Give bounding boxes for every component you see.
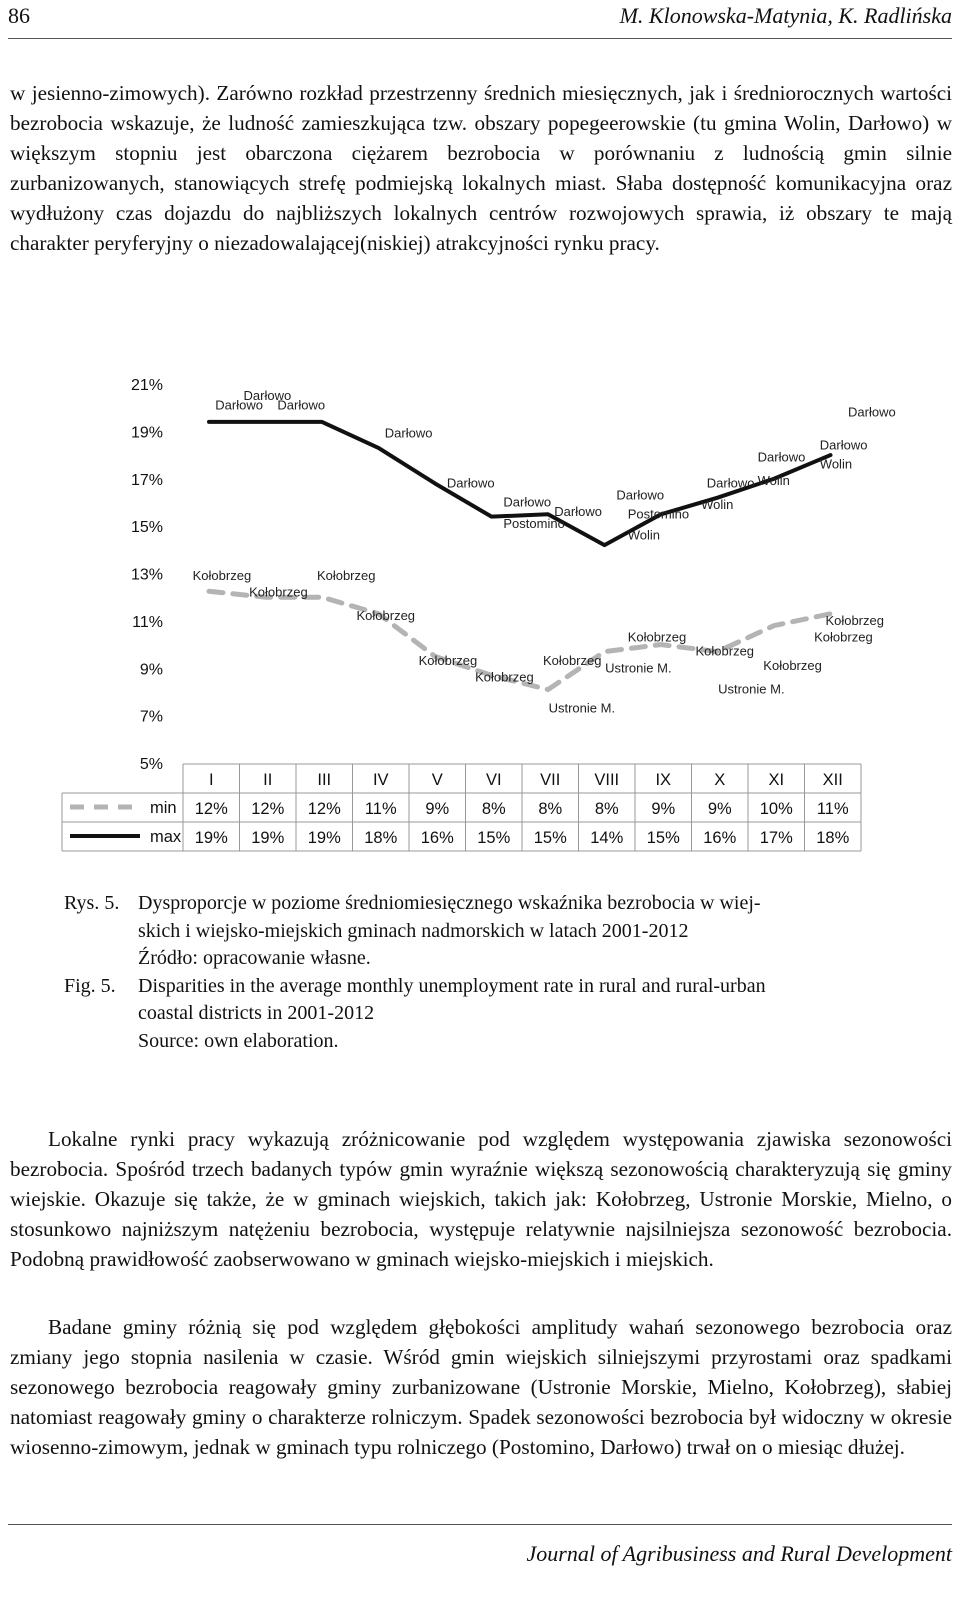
point-label: Kołobrzeg bbox=[825, 612, 884, 628]
point-label: Wolin bbox=[627, 527, 660, 543]
table-cell-min: 12% bbox=[251, 800, 285, 818]
table-cell-max: 15% bbox=[646, 829, 680, 847]
caption-polish bbox=[64, 890, 894, 973]
legend-label-max: max bbox=[150, 828, 182, 846]
y-tick-label: 11% bbox=[132, 613, 163, 631]
x-tick-label: XI bbox=[768, 771, 785, 789]
x-tick-label: V bbox=[431, 771, 443, 789]
body-paragraph-3: Badane gminy różnią się pod względem głębokości amplitudy wahań sezonowego bezrobocia oraz zmiany jego stopnia nasilenia w czasie. Wśród gmin wiejskich silniejszymi przyrostami oraz spadkami sezonowego bezrobocia reagowały gminy zurbanizowane (Ustronie Morskie, Mielno, Kołobrzeg), słabiej natomiast reagowały gminy o charakterze rolniczym. Spadek sezonowości bezrobocia był widoczny w okresie wiosenno-zimowym, jednak w gminach typu rolniczego (Postomino, Darłowo) trwał on o miesiąc dłużej. bbox=[10, 1315, 952, 1459]
figure-caption bbox=[64, 890, 894, 1055]
point-label: Darłowo bbox=[277, 397, 326, 413]
page-number: 86 bbox=[8, 3, 30, 28]
x-tick-label: VIII bbox=[594, 771, 620, 789]
body-paragraph-1: w jesienno-zimowych). Zarówno rozkład przestrzenny średnich miesięcznych, jak i średniorocznych wartości bezrobocia wskazuje, że ludność zamieszkująca tzw. obszary popegeerowskie (tu gmina Wolin, Darłowo) w większym stopniu jest obarczona ciężarem bezrobocia w porównaniu z ludnością gmin silnie zurbanizowanych, stanowiących strefę podmiejską lokalnych miast. Słaba dostępność komunikacyjna oraz wydłużony czas dojazdu do najbliższych lokalnych centrów rozwojowych sprawia, iż obszary te mają charakter peryferyjny o niezadowalającej(niskiej) atrakcyjności rynku pracy. bbox=[10, 81, 952, 255]
table-cell-min: 11% bbox=[816, 800, 849, 818]
caption-english bbox=[64, 973, 894, 1056]
page-footer bbox=[8, 1524, 952, 1566]
point-label: Kołobrzeg bbox=[316, 567, 376, 583]
point-label: Wolin bbox=[819, 456, 853, 472]
caption-en-prefix: Fig. 5. bbox=[64, 974, 116, 997]
running-head-authors: M. Klonowska-Matynia, K. Radlińska bbox=[619, 3, 952, 28]
x-tick-label: III bbox=[317, 771, 332, 789]
caption-pl-source: Źródło: opracowanie własne. bbox=[138, 947, 371, 969]
table-cell-max: 16% bbox=[420, 829, 454, 847]
table-cell-min: 8% bbox=[538, 800, 563, 818]
table-cell-min: 9% bbox=[651, 800, 676, 818]
point-label: Kołobrzeg bbox=[542, 653, 602, 669]
point-label: Kołobrzeg bbox=[249, 584, 308, 600]
point-label: Darłowo bbox=[819, 437, 868, 453]
table-cell-max: 18% bbox=[816, 829, 850, 847]
point-label: Kołobrzeg bbox=[627, 629, 687, 645]
point-label: Darłowo bbox=[446, 475, 495, 491]
body-paragraph-2: Lokalne rynki pracy wykazują zróżnicowanie pod względem występowania zjawiska sezonowości bezrobocia. Spośród trzech badanych typów gmin wyraźnie większą sezonowością charakteryzują się gminy wiejskie. Okazuje się także, że w gminach wiejskich, takich jak: Kołobrzeg, Ustronie Morskie, Mielno, o stosunkowo najniższym natężeniu bezrobocia, występuje relatywnie najsilniejsza sezonowość bezrobocia. Podobną prawidłowość zaobserwowano w gminach wiejsko-miejskich i miejskich. bbox=[10, 1127, 952, 1271]
x-tick-label: VII bbox=[540, 771, 561, 789]
figure-5-chart bbox=[60, 378, 900, 883]
y-tick-label: 15% bbox=[130, 519, 163, 537]
table-cell-min: 12% bbox=[307, 800, 341, 818]
point-label: Ustronie M. bbox=[548, 700, 616, 716]
page-header bbox=[8, 0, 952, 39]
table-cell-max: 18% bbox=[364, 829, 398, 847]
y-tick-label: 17% bbox=[130, 471, 163, 489]
point-label: Darłowo bbox=[503, 494, 552, 510]
caption-pl-prefix: Rys. 5. bbox=[64, 892, 120, 914]
caption-en-line-2: coastal districts in 2001-2012 bbox=[138, 1002, 375, 1024]
y-tick-label: 13% bbox=[130, 566, 163, 584]
x-tick-label: II bbox=[263, 771, 273, 789]
point-label: Postomino bbox=[627, 506, 690, 522]
point-label: Darłowo bbox=[243, 387, 292, 403]
point-label: Kołobrzeg bbox=[695, 643, 755, 659]
point-label: Kołobrzeg bbox=[475, 669, 534, 685]
table-cell-min: 11% bbox=[364, 800, 397, 818]
point-label: Kołobrzeg bbox=[814, 629, 873, 645]
table-cell-max: 19% bbox=[251, 829, 285, 847]
table-cell-max: 16% bbox=[703, 829, 737, 847]
caption-pl-line-1: Dysproporcje w poziome średniomiesięcznego wskaźnika bezrobocia w wiej- bbox=[138, 892, 761, 914]
point-label: Kołobrzeg bbox=[192, 567, 252, 583]
y-tick-label: 7% bbox=[139, 708, 163, 726]
x-tick-label: IX bbox=[655, 771, 672, 789]
table-cell-max: 19% bbox=[194, 829, 228, 847]
line-chart bbox=[60, 378, 900, 883]
y-tick-label: 19% bbox=[130, 424, 163, 442]
caption-en-source: Source: own elaboration. bbox=[138, 1029, 339, 1052]
table-cell-max: 15% bbox=[477, 829, 511, 847]
table-cell-min: 8% bbox=[481, 800, 506, 818]
legend-label-min: min bbox=[150, 799, 177, 817]
table-cell-min: 12% bbox=[194, 800, 228, 818]
table-cell-max: 19% bbox=[307, 829, 341, 847]
x-tick-label: X bbox=[714, 771, 726, 789]
table-cell-min: 9% bbox=[707, 800, 732, 818]
table-cell-max: 15% bbox=[533, 829, 567, 847]
x-tick-label: I bbox=[208, 771, 214, 789]
x-tick-label: IV bbox=[372, 771, 389, 789]
x-tick-label: VI bbox=[485, 771, 502, 789]
point-label: Ustronie M. bbox=[718, 681, 785, 697]
point-label: Darłowo bbox=[706, 475, 755, 491]
table-cell-max: 14% bbox=[590, 829, 624, 847]
point-label: Darłowo bbox=[384, 425, 433, 441]
point-label: Kołobrzeg bbox=[356, 608, 416, 624]
point-label: Darłowo bbox=[215, 397, 263, 413]
point-label: Darłowo bbox=[554, 503, 602, 519]
point-label: Wolin bbox=[757, 473, 790, 489]
point-label: Darłowo bbox=[616, 487, 665, 503]
y-tick-label: 21% bbox=[130, 378, 163, 394]
point-label: Postomino bbox=[503, 515, 565, 531]
table-cell-max: 17% bbox=[759, 829, 793, 847]
table-cell-min: 9% bbox=[425, 800, 450, 818]
caption-en-line-1: Disparities in the average monthly unemployment rate in rural and rural-urban bbox=[138, 974, 766, 997]
point-label: Kołobrzeg bbox=[763, 657, 822, 673]
point-label: Wolin bbox=[701, 496, 734, 512]
point-label: Kołobrzeg bbox=[418, 653, 478, 669]
table-cell-min: 10% bbox=[759, 800, 793, 818]
point-label: Ustronie M. bbox=[605, 660, 672, 676]
x-tick-label: XII bbox=[822, 771, 843, 789]
journal-title: Journal of Agribusiness and Rural Development bbox=[526, 1541, 952, 1566]
caption-pl-line-2: skich i wiejsko-miejskich gminach nadmorskich w latach 2001-2012 bbox=[138, 919, 689, 942]
table-cell-min: 8% bbox=[594, 800, 619, 818]
y-tick-label: 9% bbox=[139, 661, 163, 679]
point-label: Darłowo bbox=[757, 449, 806, 465]
y-tick-label: 5% bbox=[139, 756, 163, 773]
point-label: Darłowo bbox=[848, 404, 896, 420]
